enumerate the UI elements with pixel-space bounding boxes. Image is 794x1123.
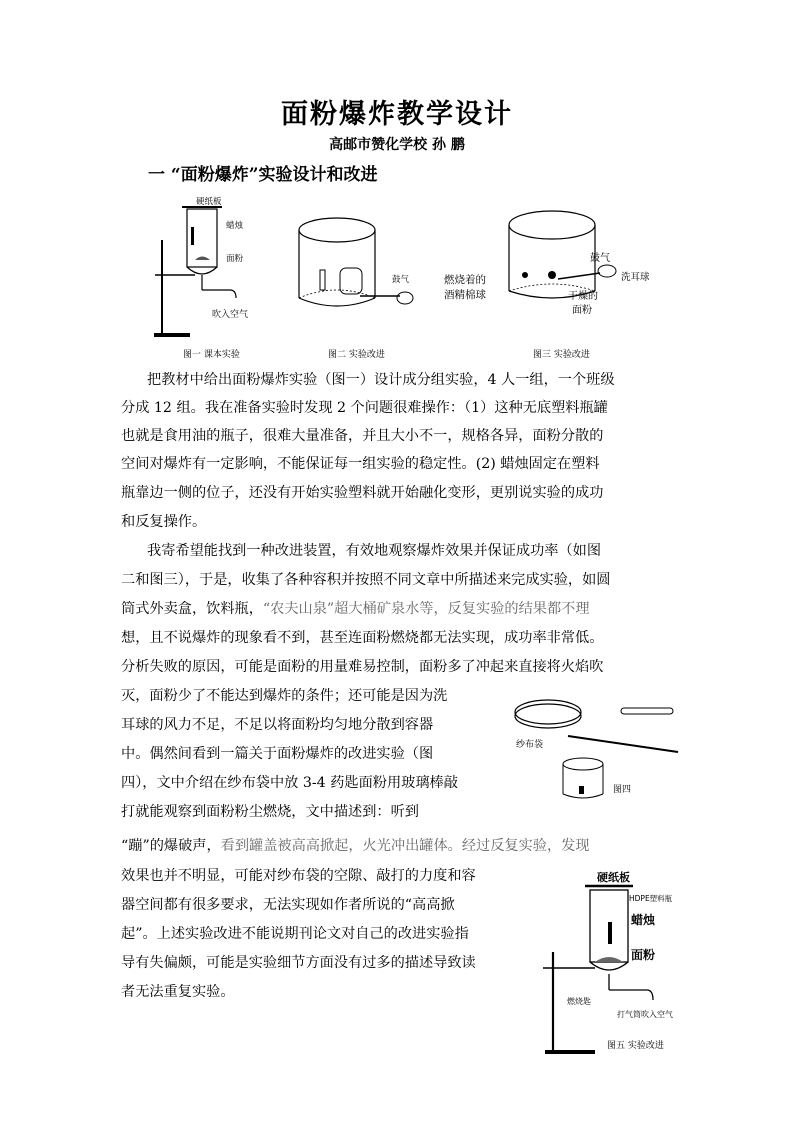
paragraph-2-line-3-black: 筒式外卖盒，饮料瓶， [121,601,263,617]
fig1-label-top: 硬纸板 [196,197,222,207]
paragraph-2-line-1: 我寄希望能找到一种改进装置，有效地观察爆炸效果并保证成功率（如图 [147,543,602,559]
fig3-label-balloon: 鼓气 [590,253,610,264]
paragraph-1-line-5: 瓶靠边一侧的位子，还没有开始实验塑料就开始融化变形，更别说实验的成功 [121,485,604,501]
fig4-label-bag: 纱布袋 [516,740,544,750]
fig1-label-flour: 面粉 [226,254,244,264]
figure-1-caption: 图一 课本实验 [183,350,240,360]
fig2-label-balloon: 鼓气 [392,275,410,285]
paragraph-2-line-12: 效果也并不明显，可能对纱布袋的空隙、敲打的力度和容 [121,868,476,884]
paragraph-2-line-7: 耳球的风力不足，不足以将面粉均匀地分散到容器 [121,717,434,733]
paragraph-2-line-5: 分析失败的原因，可能是面粉的用量难易控制，面粉多了冲起来直接将火焰吹 [121,659,604,675]
paragraph-2-line-14: 起”。上述实验改进不能说期刊论文对自己的改进实验指 [121,926,469,942]
figure-2-diagram [292,210,422,325]
fig5-label-flour: 面粉 [631,948,656,962]
paragraph-2-line-10: 打就能观察到面粉粉尘燃烧，文中描述到：听到 [121,804,419,820]
fig5-label-top: 硬纸板 [597,871,630,884]
paragraph-2-line-11-gray: 看到罐盖被高高掀起，火光冲出罐体。经过反复实验，发现 [220,838,590,854]
paragraph-2-line-3-gray: “农夫山泉”超大桶矿泉水等，反复实验的结果都不理 [262,601,590,617]
figure-3-caption: 图三 实验改进 [533,350,590,360]
paragraph-2-line-13: 器空间都有很多要求，无法实现如作者所说的“高高掀 [121,897,455,913]
fig3-label-dry-1: 干燥的 [568,291,598,302]
paragraph-2-line-4: 想，且不说爆炸的现象看不到，甚至连面粉燃烧都无法实现，成功率非常低。 [121,630,604,646]
paragraph-2-line-2: 二和图三），于是，收集了各种容积并按照不同文章中所描述来完成实验，如圆 [121,572,611,588]
page-title: 面粉爆炸教学设计 [281,99,513,130]
paragraph-1-line-2: 分成 12 组。我在准备实验时发现 2 个问题很难操作：（1）这种无底塑料瓶罐 [121,400,608,416]
paragraph-2-line-11 [121,836,590,856]
author-line: 高邮市赞化学校 孙 鹏 [329,137,465,153]
paragraph-1-line-4: 空间对爆炸有一定影响，不能保证每一组实验的稳定性。(2) 蜡烛固定在塑料 [121,456,600,472]
paragraph-1-line-1: 把教材中给出面粉爆炸实验（图一）设计成分组实验，4 人一组，一个班级 [147,372,615,388]
paragraph-2-line-6: 灭，面粉少了不能达到爆炸的条件；还可能是因为洗 [121,688,448,704]
figure-1-diagram [150,195,265,345]
paragraph-2-line-16: 者无法重复实验。 [121,984,235,1000]
fig3-label-bulb: 洗耳球 [621,272,650,283]
figure-4-diagram [508,692,688,804]
figure-5-diagram [535,862,690,1057]
section-heading: 一 “面粉爆炸”实验设计和改进 [148,165,378,185]
paragraph-2-line-15: 导有失偏颇，可能是实验细节方面没有过多的描述导致读 [121,955,476,971]
paragraph-2-line-8: 中。偶然间看到一篇关于面粉爆炸的改进实验（图 [121,746,434,762]
paragraph-1-line-3: 也就是食用油的瓶子，很难大量准备，并且大小不一，规格各异，面粉分散的 [121,428,604,444]
fig1-label-air: 吹入空气 [212,310,249,320]
figure-2-caption: 图二 实验改进 [328,350,385,360]
paragraph-2-line-9: 四），文中介绍在纱布袋中放 3-4 药匙面粉用玻璃棒敲 [121,775,458,791]
fig3-label-burning-2: 酒精棉球 [444,289,486,301]
fig3-label-dry-2: 面粉 [572,305,592,316]
fig5-label-bottle: HDPE塑料瓶 [629,894,673,903]
figure-5-caption: 图五 实验改进 [607,1041,664,1051]
fig5-label-spoon: 燃烧匙 [567,997,591,1006]
paragraph-2-line-3 [121,599,590,619]
fig5-label-candle: 蜡烛 [631,913,656,927]
paragraph-1-line-6: 和反复操作。 [121,514,207,530]
fig5-label-air: 打气筒吹入空气 [617,1010,673,1019]
figure-4-caption: 图四 [613,785,632,795]
figure-3-diagram [440,203,665,338]
fig3-label-burning-1: 燃烧着的 [444,274,486,286]
paragraph-2-line-11-black: “蹦”的爆破声， [121,838,221,854]
fig1-label-candle: 蜡烛 [226,221,244,231]
